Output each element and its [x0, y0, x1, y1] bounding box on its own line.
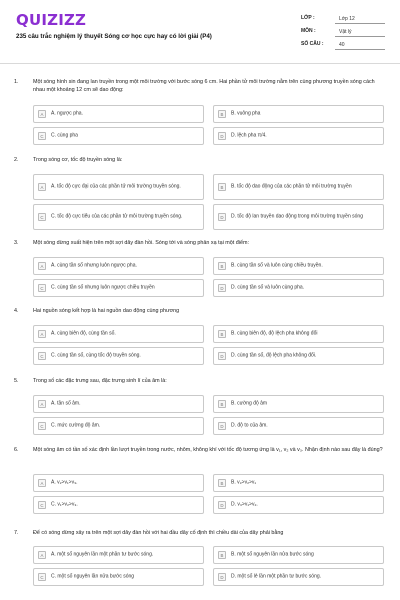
- meta-row-subject: [301, 27, 387, 40]
- option-letter: A: [38, 110, 46, 118]
- option-d[interactable]: [213, 347, 384, 365]
- option-text: A. một số nguyên lần một phần tư bước sóng.: [51, 551, 154, 558]
- option-letter: A: [38, 551, 46, 559]
- question-text: Một sóng hình sin đang lan truyền trong một môi trường với bước sóng 6 cm. Hai phần tử môi trường nằm trên cùng phương truyền sóng cách nhau một khoảng 12 cm sẽ dao động:: [33, 79, 375, 93]
- option-a[interactable]: [33, 105, 204, 123]
- option-a[interactable]: [33, 174, 204, 200]
- option-b[interactable]: [213, 395, 384, 413]
- option-text: A. tần số âm.: [51, 400, 81, 407]
- option-c[interactable]: [33, 347, 204, 365]
- option-text: B. cùng biên độ, độ lệch pha không đổi: [231, 330, 318, 337]
- question-text: Trong số các đặc trưng sau, đặc trưng sinh lí của âm là:: [33, 378, 167, 384]
- question-text: Một sóng âm có tần số xác định lần lượt truyền trong nước, nhôm, không khí với tốc độ tương ứng là v₁, v₂ và v₃. Nhận định nào sau đây là đúng?: [33, 447, 383, 453]
- option-b[interactable]: [213, 325, 384, 343]
- option-text: A. cùng tần số nhưng luôn ngược pha.: [51, 262, 137, 269]
- question-number: 3.: [14, 240, 19, 246]
- option-text: C. cùng tần số, cùng tốc độ truyền sóng.: [51, 352, 141, 359]
- option-text: D. cùng tần số, độ lệch pha không đổi.: [231, 352, 317, 359]
- grade-label: LỚP :: [301, 15, 315, 21]
- option-text: D. độ to của âm.: [231, 422, 268, 429]
- option-letter: B: [218, 400, 226, 408]
- option-letter: C: [38, 213, 46, 221]
- option-letter: B: [218, 183, 226, 191]
- option-letter: D: [218, 501, 226, 509]
- option-c[interactable]: [33, 279, 204, 297]
- option-letter: D: [218, 422, 226, 430]
- option-c[interactable]: [33, 127, 204, 145]
- option-text: C. mức cường độ âm.: [51, 422, 101, 429]
- option-c[interactable]: [33, 568, 204, 586]
- option-letter: D: [218, 284, 226, 292]
- option-letter: D: [218, 132, 226, 140]
- option-a[interactable]: [33, 474, 204, 492]
- option-text: A. cùng biên độ, cùng tần số.: [51, 330, 116, 337]
- subject-label: MÔN :: [301, 28, 316, 34]
- option-text: A. ngược pha.: [51, 110, 83, 117]
- page-header: [0, 0, 400, 62]
- option-b[interactable]: [213, 105, 384, 123]
- option-text: D. cùng tần số và luôn cùng pha.: [231, 284, 305, 291]
- option-b[interactable]: [213, 546, 384, 564]
- option-letter: A: [38, 262, 46, 270]
- option-b[interactable]: [213, 257, 384, 275]
- option-a[interactable]: [33, 325, 204, 343]
- option-c[interactable]: [33, 204, 204, 230]
- option-b[interactable]: [213, 474, 384, 492]
- subject-value: Vật lý: [335, 27, 385, 37]
- option-d[interactable]: [213, 279, 384, 297]
- option-text: D. tốc độ lan truyền dao động trong môi trường truyền sóng: [231, 213, 363, 220]
- grade-value: Lớp 12: [335, 14, 385, 24]
- option-text: D. một số lẻ lần một phần tư bước sóng.: [231, 573, 322, 580]
- option-text: B. vuông pha: [231, 110, 261, 117]
- option-c[interactable]: [33, 417, 204, 435]
- option-text: B. cường độ âm: [231, 400, 268, 407]
- meta-row-grade: [301, 14, 387, 27]
- option-letter: B: [218, 110, 226, 118]
- option-text: C. cùng pha: [51, 132, 78, 139]
- option-text: B. cùng tần số và luôn cùng chiều truyền.: [231, 262, 323, 269]
- option-d[interactable]: [213, 496, 384, 514]
- option-d[interactable]: [213, 568, 384, 586]
- option-letter: A: [38, 183, 46, 191]
- option-d[interactable]: [213, 204, 384, 230]
- option-letter: D: [218, 573, 226, 581]
- question-number: 4.: [14, 308, 19, 314]
- option-letter: A: [38, 400, 46, 408]
- option-d[interactable]: [213, 417, 384, 435]
- option-text: D. v₃>v₁>v₂.: [231, 501, 258, 508]
- option-text: C. một số nguyên lần nửa bước sóng: [51, 573, 135, 580]
- question-text: Trong sóng cơ, tốc độ truyền sóng là:: [33, 157, 123, 163]
- option-a[interactable]: [33, 546, 204, 564]
- option-text: D. lệch pha π/4.: [231, 132, 267, 139]
- option-letter: B: [218, 551, 226, 559]
- option-text: B. tốc độ dao động của các phần tử môi trường truyền: [231, 183, 352, 190]
- option-d[interactable]: [213, 127, 384, 145]
- option-a[interactable]: [33, 257, 204, 275]
- question-text: Một sóng dừng xuất hiện trên một sợi dây đàn hồi. Sóng tới và sóng phản xạ tại một điểm:: [33, 240, 249, 246]
- option-letter: C: [38, 352, 46, 360]
- option-letter: A: [38, 479, 46, 487]
- meta-panel: [301, 14, 387, 53]
- quizizz-logo[interactable]: QUIZIZZ: [16, 11, 87, 29]
- option-letter: B: [218, 262, 226, 270]
- option-text: B. một số nguyên lần nửa bước sóng: [231, 551, 314, 558]
- option-c[interactable]: [33, 496, 204, 514]
- option-text: C. cùng tần số nhưng luôn ngược chiều truyền: [51, 284, 155, 291]
- meta-row-count: [301, 40, 387, 53]
- option-letter: C: [38, 284, 46, 292]
- option-text: B. v₃>v₂>v₁: [231, 479, 257, 486]
- question-text: Hai nguồn sóng kết hợp là hai nguồn dao động cùng phương: [33, 308, 180, 314]
- question-number: 5.: [14, 378, 19, 384]
- option-letter: B: [218, 479, 226, 487]
- option-text: C. v₁>v₂>v₃.: [51, 501, 78, 508]
- option-letter: D: [218, 213, 226, 221]
- option-letter: D: [218, 352, 226, 360]
- document-title: 235 câu trắc nghiệm lý thuyết Sóng cơ học cực hay có lời giải (P4): [16, 33, 212, 40]
- option-text: C. tốc độ cực tiểu của các phần tử môi trường truyền sóng.: [51, 213, 183, 220]
- question-number: 1.: [14, 79, 19, 85]
- question-number: 6.: [14, 447, 19, 453]
- option-text: A. tốc độ cực đại của các phần tử môi trường truyền sóng.: [51, 183, 181, 190]
- option-text: A. v₂>v₁>v₃.: [51, 479, 78, 486]
- option-letter: A: [38, 330, 46, 338]
- option-letter: C: [38, 573, 46, 581]
- option-letter: C: [38, 422, 46, 430]
- question-number: 2.: [14, 157, 19, 163]
- option-a[interactable]: [33, 395, 204, 413]
- option-letter: C: [38, 501, 46, 509]
- question-count-label: SỐ CÂU :: [301, 41, 324, 47]
- question-text: Để có sóng dừng xảy ra trên một sợi dây đàn hồi với hai đầu dây cố định thì chiều dài của dây phải bằng: [33, 530, 284, 536]
- header-divider: [0, 63, 400, 64]
- option-letter: C: [38, 132, 46, 140]
- option-letter: B: [218, 330, 226, 338]
- option-b[interactable]: [213, 174, 384, 200]
- question-count-value: 40: [335, 40, 385, 50]
- question-number: 7.: [14, 530, 19, 536]
